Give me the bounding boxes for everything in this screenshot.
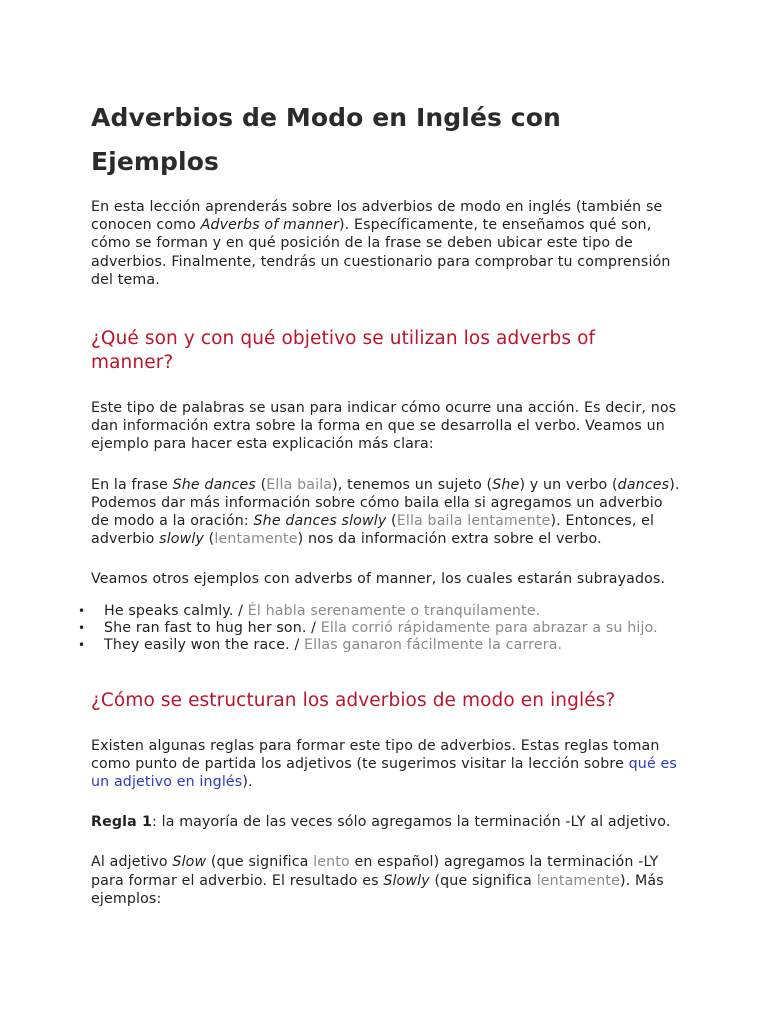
bullet-icon: • (78, 638, 86, 653)
list-item (78, 602, 681, 620)
example-es: lento (313, 854, 350, 871)
example-es: Ella baila lentamente (396, 513, 551, 530)
example-es: Ella corrió rápidamente para abrazar a su hijo. (320, 619, 658, 636)
intro-term: Adverbs of manner (200, 217, 339, 234)
text: ) y un verbo ( (519, 476, 618, 493)
example-en: slowly (159, 531, 205, 548)
section1-paragraph-1: Este tipo de palabras se usan para indicar cómo ocurre una acción. Es decir, nos dan información extra sobre la forma en que se desarrolla el verbo. Veamos un ejemplo para hacer esta explicación más clara: (91, 400, 677, 453)
example-es: Ellas ganaron fácilmente la carrera. (304, 637, 563, 654)
article (78, 0, 681, 908)
bullet-icon: • (78, 620, 86, 635)
text: ). Podemos dar más información sobre cómo baila ella si agregamos un adverbio de modo a la oración: (91, 476, 680, 530)
example-en: They easily won the race. / (104, 637, 305, 654)
example-en: Slow (172, 854, 207, 871)
intro-text: En esta lección aprenderás sobre los adverbios de modo en inglés (también se conocen como (91, 199, 663, 234)
section1-paragraph-2 (91, 476, 681, 549)
section2-paragraph-1 (91, 737, 681, 792)
example-es: Él habla serenamente o tranquilamente. (247, 602, 541, 619)
rule-label: Regla 1 (91, 814, 153, 831)
example-en: She dances (172, 476, 256, 493)
text: ), tenemos un sujeto ( (332, 476, 493, 493)
text: ). Más ejemplos: (91, 872, 664, 907)
text: Existen algunas reglas para formar este tipo de adverbios. Estas reglas toman como punto de partida los adjetivos (te sugerimos visitar la lección sobre (91, 737, 660, 772)
example-es: Ella baila (266, 476, 333, 493)
example-en: She dances slowly (253, 513, 387, 530)
section-heading-what: ¿Qué son y con qué objetivo se utilizan los adverbs of manner? (91, 328, 596, 374)
section1-paragraph-3: Veamos otros ejemplos con adverbs of manner, los cuales estarán subrayados. (91, 571, 666, 588)
rule-text: : la mayoría de las veces sólo agregamos la terminación -LY al adjetivo. (152, 814, 671, 831)
list-item (78, 637, 681, 654)
text: ). (242, 773, 253, 790)
bullet-icon: • (78, 603, 86, 618)
text: en español) agregamos la terminación -LY para formar el adverbio. El resultado es (91, 854, 659, 889)
text: (que significa (429, 872, 537, 889)
text: ) nos da información extra sobre el verbo. (297, 531, 602, 548)
text: ( (255, 476, 267, 493)
list-item (78, 619, 681, 637)
text: Al adjetivo (91, 854, 173, 871)
intro-text-end: ). Específicamente, te enseñamos qué son, cómo se forman y en qué posición de la frase se deben ubicar este tipo de adverbios. Finalmente, tendrás un cuestionario para comprobar tu comprensión del tema. (91, 217, 671, 288)
section2-paragraph-2 (91, 853, 681, 908)
intro-paragraph (91, 198, 681, 289)
example-es: lentamente (536, 872, 620, 889)
text: ( (386, 513, 397, 530)
examples-list (78, 602, 681, 655)
section-heading-how: ¿Cómo se estructuran los adverbios de modo en inglés? (91, 689, 616, 711)
example-en: Slowly (383, 872, 430, 889)
text: En la frase (91, 476, 173, 493)
text: (que significa (206, 854, 314, 871)
text: ). Entonces, el adverbio (91, 513, 655, 548)
text: ( (204, 531, 215, 548)
example-en: He speaks calmly. / (104, 602, 248, 619)
example-es: lentamente (214, 531, 298, 548)
adjective-lesson-link[interactable]: qué es un adjetivo en inglés (91, 755, 677, 790)
rule-1-paragraph (91, 813, 681, 831)
page-title: Adverbios de Modo en Inglés con Ejemplos (91, 103, 561, 176)
example-en: She ran fast to hug her son. / (104, 619, 321, 636)
example-en: dances (617, 476, 670, 493)
example-en: She (492, 476, 520, 493)
